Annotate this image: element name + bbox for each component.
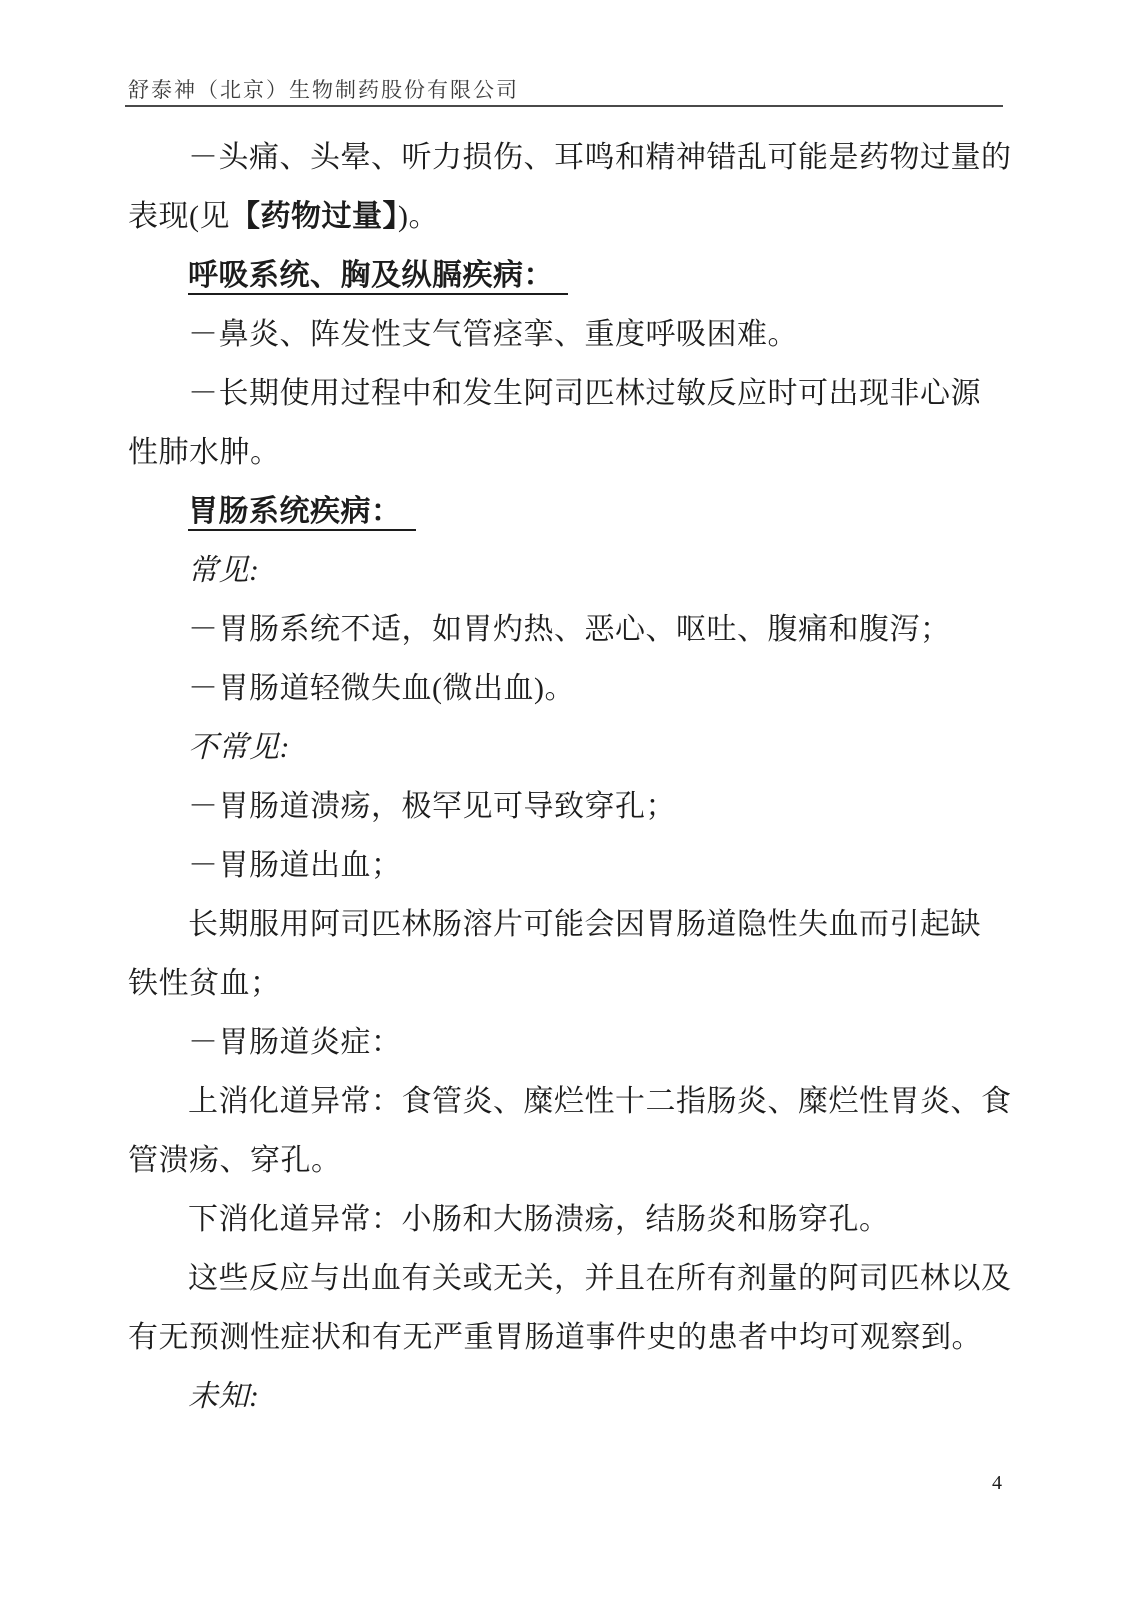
text-span: －鼻炎、阵发性支气管痉挛、重度呼吸困难。 xyxy=(188,318,798,351)
text-span: 铁性贫血； xyxy=(128,967,281,1000)
text-span: －头痛、头晕、听力损伤、耳鸣和精神错乱可能是药物过量的 xyxy=(188,141,1012,174)
text-line xyxy=(128,364,1016,423)
document-lines xyxy=(128,128,1016,1426)
text-line xyxy=(128,954,1016,1013)
text-span: －胃肠道炎症： xyxy=(188,1026,402,1059)
text-line xyxy=(128,423,1016,482)
page-number: 4 xyxy=(992,1472,1002,1494)
text-line xyxy=(128,659,1016,718)
text-span: －胃肠道轻微失血(微出血)。 xyxy=(188,672,575,705)
text-line xyxy=(128,600,1016,659)
text-span: 常见: xyxy=(188,554,260,587)
text-span: 上消化道异常：食管炎、糜烂性十二指肠炎、糜烂性胃炎、食 xyxy=(188,1085,1012,1118)
section-heading: 胃肠系统疾病： xyxy=(188,495,416,531)
text-span: 不常见: xyxy=(188,731,290,764)
section-heading-line xyxy=(128,482,1016,541)
text-span: 性肺水肿。 xyxy=(128,436,281,469)
header-divider xyxy=(125,105,1003,107)
text-line xyxy=(128,1367,1016,1426)
text-span: 未知: xyxy=(188,1380,260,1413)
text-line xyxy=(128,895,1016,954)
text-line xyxy=(128,836,1016,895)
text-span: 【药物过量】 xyxy=(230,200,398,233)
text-line xyxy=(128,1308,1016,1367)
text-span: －胃肠道溃疡，极罕见可导致穿孔； xyxy=(188,790,676,823)
section-heading-line xyxy=(128,246,1016,305)
text-span: 下消化道异常：小肠和大肠溃疡，结肠炎和肠穿孔。 xyxy=(188,1203,890,1236)
text-span: －胃肠系统不适，如胃灼热、恶心、呕吐、腹痛和腹泻； xyxy=(188,613,951,646)
text-line xyxy=(128,187,1016,246)
text-line xyxy=(128,1072,1016,1131)
text-span: 表现(见 xyxy=(128,200,230,233)
text-span: 这些反应与出血有关或无关，并且在所有剂量的阿司匹林以及 xyxy=(188,1262,1012,1295)
text-line xyxy=(128,128,1016,187)
text-line xyxy=(128,1131,1016,1190)
text-line xyxy=(128,718,1016,777)
text-span: 长期服用阿司匹林肠溶片可能会因胃肠道隐性失血而引起缺 xyxy=(188,908,981,941)
text-span: )。 xyxy=(398,200,439,233)
text-line xyxy=(128,777,1016,836)
text-line xyxy=(128,541,1016,600)
text-line xyxy=(128,1249,1016,1308)
text-span: 管溃疡、穿孔。 xyxy=(128,1144,342,1177)
text-line xyxy=(128,305,1016,364)
text-line xyxy=(128,1190,1016,1249)
section-heading: 呼吸系统、胸及纵膈疾病： xyxy=(188,259,568,295)
text-line xyxy=(128,1013,1016,1072)
company-header: 舒泰神（北京）生物制药股份有限公司 xyxy=(128,78,519,102)
text-span: －胃肠道出血； xyxy=(188,849,402,882)
text-span: －长期使用过程中和发生阿司匹林过敏反应时可出现非心源 xyxy=(188,377,981,410)
text-span: 有无预测性症状和有无严重胃肠道事件史的患者中均可观察到。 xyxy=(128,1321,982,1354)
